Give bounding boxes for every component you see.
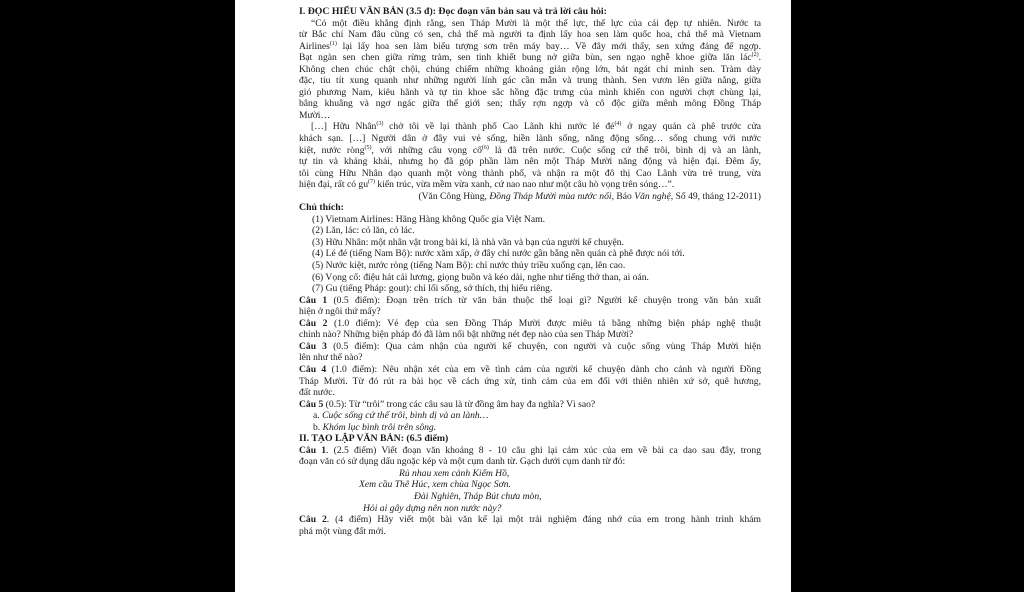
passage-line: Mười…	[299, 109, 331, 121]
passage-line: Bạt ngàn sen chen giữa rừng tràm, sen tinh khiết bung nở giữa bùn, sen ngạo nghễ khoe giữa lăn lác$^{(2)}$.	[299, 52, 761, 64]
note-item: (6) Vọng cổ: điệu hát cải lương, giọng buồn và kéo dài, nghe như tiếng thở than, ai oán.	[312, 271, 649, 283]
note-item: (5) Nước kiệt, nước ròng (tiếng Nam Bộ): chỉ nước thủy triều xuống cạn, lên cao.	[312, 260, 626, 272]
writing-task-1: Câu 1. (2.5 điểm) Viết đoạn văn khoảng 8 - 10 câu ghi lại cảm xúc của em về bài ca dao sau đây, trong	[299, 444, 761, 456]
writing-task-2: Câu 2. (4 điểm) Hãy viết một bài văn kể lại một trải nghiệm đáng nhớ của em trong hành trình khám	[299, 514, 761, 526]
note-item: (2) Lăn, lác: cỏ lăn, cỏ lác.	[312, 225, 415, 237]
question-5-option-b: b. Khóm lục bình trôi trên sông.	[313, 421, 437, 433]
passage-line: đặc, tíu tít xung quanh như những người lính gác cần mẫn và trung thành. Sen vươn lên giữa nắng, giữa	[299, 75, 761, 87]
passage-line: Airlines$^{(1)}$ lại lấy hoa sen làm biểu tượng sơn trên máy bay… Về đây mới thấy, sen xứng đáng để ngợp.	[299, 40, 761, 52]
passage-line: […] Hữu Nhân$^{(3)}$ chở tôi về lại thành phố Cao Lãnh khi nước lé $đé^{(4)}$ ở ngay quán cà phê trước cửa	[311, 121, 761, 133]
passage-line: tự tin và khảng khái, nhưng họ đã góp phần làm nên một Tháp Mười năng động và hiện đại. Đêm ấy,	[299, 156, 761, 168]
passage-line: Không chen chúc chật chội, chúng chiếm những khoảng giản rộng lớn, bát ngát chỉ mình sen. Tràm dày	[299, 63, 761, 75]
question-5-option-a: a. Cuộc sống cứ thể trôi, bình dị và an lành…	[313, 410, 489, 422]
passage-line: kiệt, nước ròng$^{(5)}$, với những câu vọng cổ$^{(6)}$ là đã trên nước. Cuộc sống cứ thể trôi, bình dị và an lành,	[299, 144, 762, 156]
poem-line: Rủ nhau xem cảnh Kiếm Hồ,	[399, 467, 510, 479]
question-1-cont: hiện ở ngôi thứ mấy?	[299, 306, 381, 318]
question-3-cont: lên như thế nào?	[299, 352, 363, 364]
passage-line: từ Bắc chí Nam đâu cũng có sen, chả thế mà người ta định lấy hoa sen làm quốc hoa, chả thế mà Vietnam	[299, 29, 761, 41]
question-4-cont: đất nước.	[299, 387, 335, 399]
question-1: Câu 1 (0.5 điểm): Đoạn trên trích từ văn bản thuộc thể loại gì? Người kể chuyện trong văn bản xuất	[299, 294, 761, 306]
question-2-cont: chính nào? Những biện pháp đó đã làm nổi bật những nét đẹp nào của sen Tháp Mười?	[299, 329, 634, 341]
writing-task-2-cont: phá một vùng đất mới.	[299, 525, 386, 537]
passage-line: hiện đại, rất có $gu^{(7)}$ kiến trúc, vừa mềm vừa xanh, cứ nao nao như một câu hò vọng trên sóng…”.	[299, 179, 675, 191]
poem-line: Xem cầu Thê Húc, xem chùa Ngọc Sơn.	[359, 479, 511, 491]
section-2-heading: II. TẠO LẬP VĂN BẢN: (6.5 điểm)	[299, 433, 449, 445]
passage-line: khách sạn. […] Người dân ở đây vui vẻ sống, hiền lành sống, năng động sống… sống chung với nước	[299, 133, 761, 145]
question-4: Câu 4 (1.0 điểm): Nêu nhận xét của em về tình cảm của người kể chuyện dành cho cảnh và người Đồng	[299, 363, 761, 375]
passage-line: “Có một điều khẳng định rằng, sen Tháp Mười là một thế lực, thế lực của cái đẹp tự nhiên. Nước ta	[311, 17, 761, 29]
note-item: (4) Lé đé (tiếng Nam Bộ): nước xăm xấp, ở đây chỉ nước gần bằng nền quán cà phê được nói tới.	[312, 248, 685, 260]
passage-line: bâng khuâng và ngơ ngác giữa thế giới sen; thấy rợn ngợp và cô độc giữa mênh mông Đồng Tháp	[299, 98, 761, 110]
poem-line: Đài Nghiên, Tháp Bút chưa mòn,	[414, 490, 542, 502]
question-3: Câu 3 (0.5 điểm): Qua cảm nhận của người kể chuyện, con người và cuộc sống vùng Tháp Mười hiện	[299, 340, 761, 352]
passage-line: gió phương Nam, kiêu hãnh và tự tin khoe sắc hồng đặc trưng của mình khiến con người chợt chùng lại,	[299, 86, 761, 98]
note-item: (1) Vietnam Airlines: Hãng Hàng không Quốc gia Việt Nam.	[312, 213, 545, 225]
question-4-cont: Tháp Mười. Từ đó rút ra bài học về cách ứng xử, tình cảm của em đối với thiên nhiên xứ sở, quê hương,	[299, 375, 761, 387]
passage-line: tôi cùng Hữu Nhân dạo quanh một vòng thành phố, và nhận ra một đô thị Cao Lãnh vừa trẻ trung, vừa	[299, 167, 761, 179]
passage-source: (Văn Công Hùng, Đồng Tháp Mười mùa nước nổi, Báo Văn nghệ, Số 49, tháng 12-2011)	[418, 190, 761, 202]
question-5: Câu 5 (0.5): Từ “trôi” trong các câu sau là từ đồng âm hay đa nghĩa? Vì sao?	[299, 398, 596, 410]
writing-task-1-cont: đoạn văn có sử dụng dấu ngoặc kép và một cụm danh từ. Gạch dưới cụm danh từ đó:	[299, 456, 626, 468]
question-2: Câu 2 (1.0 điểm): Vẻ đẹp của sen Đồng Tháp Mười được miêu tả bằng những biện pháp nghệ thuật	[299, 317, 761, 329]
exam-page	[235, 0, 791, 592]
poem-line: Hỏi ai gây dựng nên non nước này?	[363, 502, 502, 514]
note-item: (7) Gu (tiếng Pháp: gout): chỉ lối sống, sở thích, thị hiếu riêng.	[312, 283, 553, 295]
section-1-heading: I. ĐỌC HIỂU VĂN BẢN (3.5 đ): Đọc đoạn văn bản sau và trả lời câu hỏi:	[299, 6, 607, 17]
notes-title: Chú thích:	[299, 202, 344, 214]
note-item: (3) Hữu Nhân: một nhân vật trong bài kí, là nhà văn và bạn của người kể chuyện.	[312, 236, 624, 248]
